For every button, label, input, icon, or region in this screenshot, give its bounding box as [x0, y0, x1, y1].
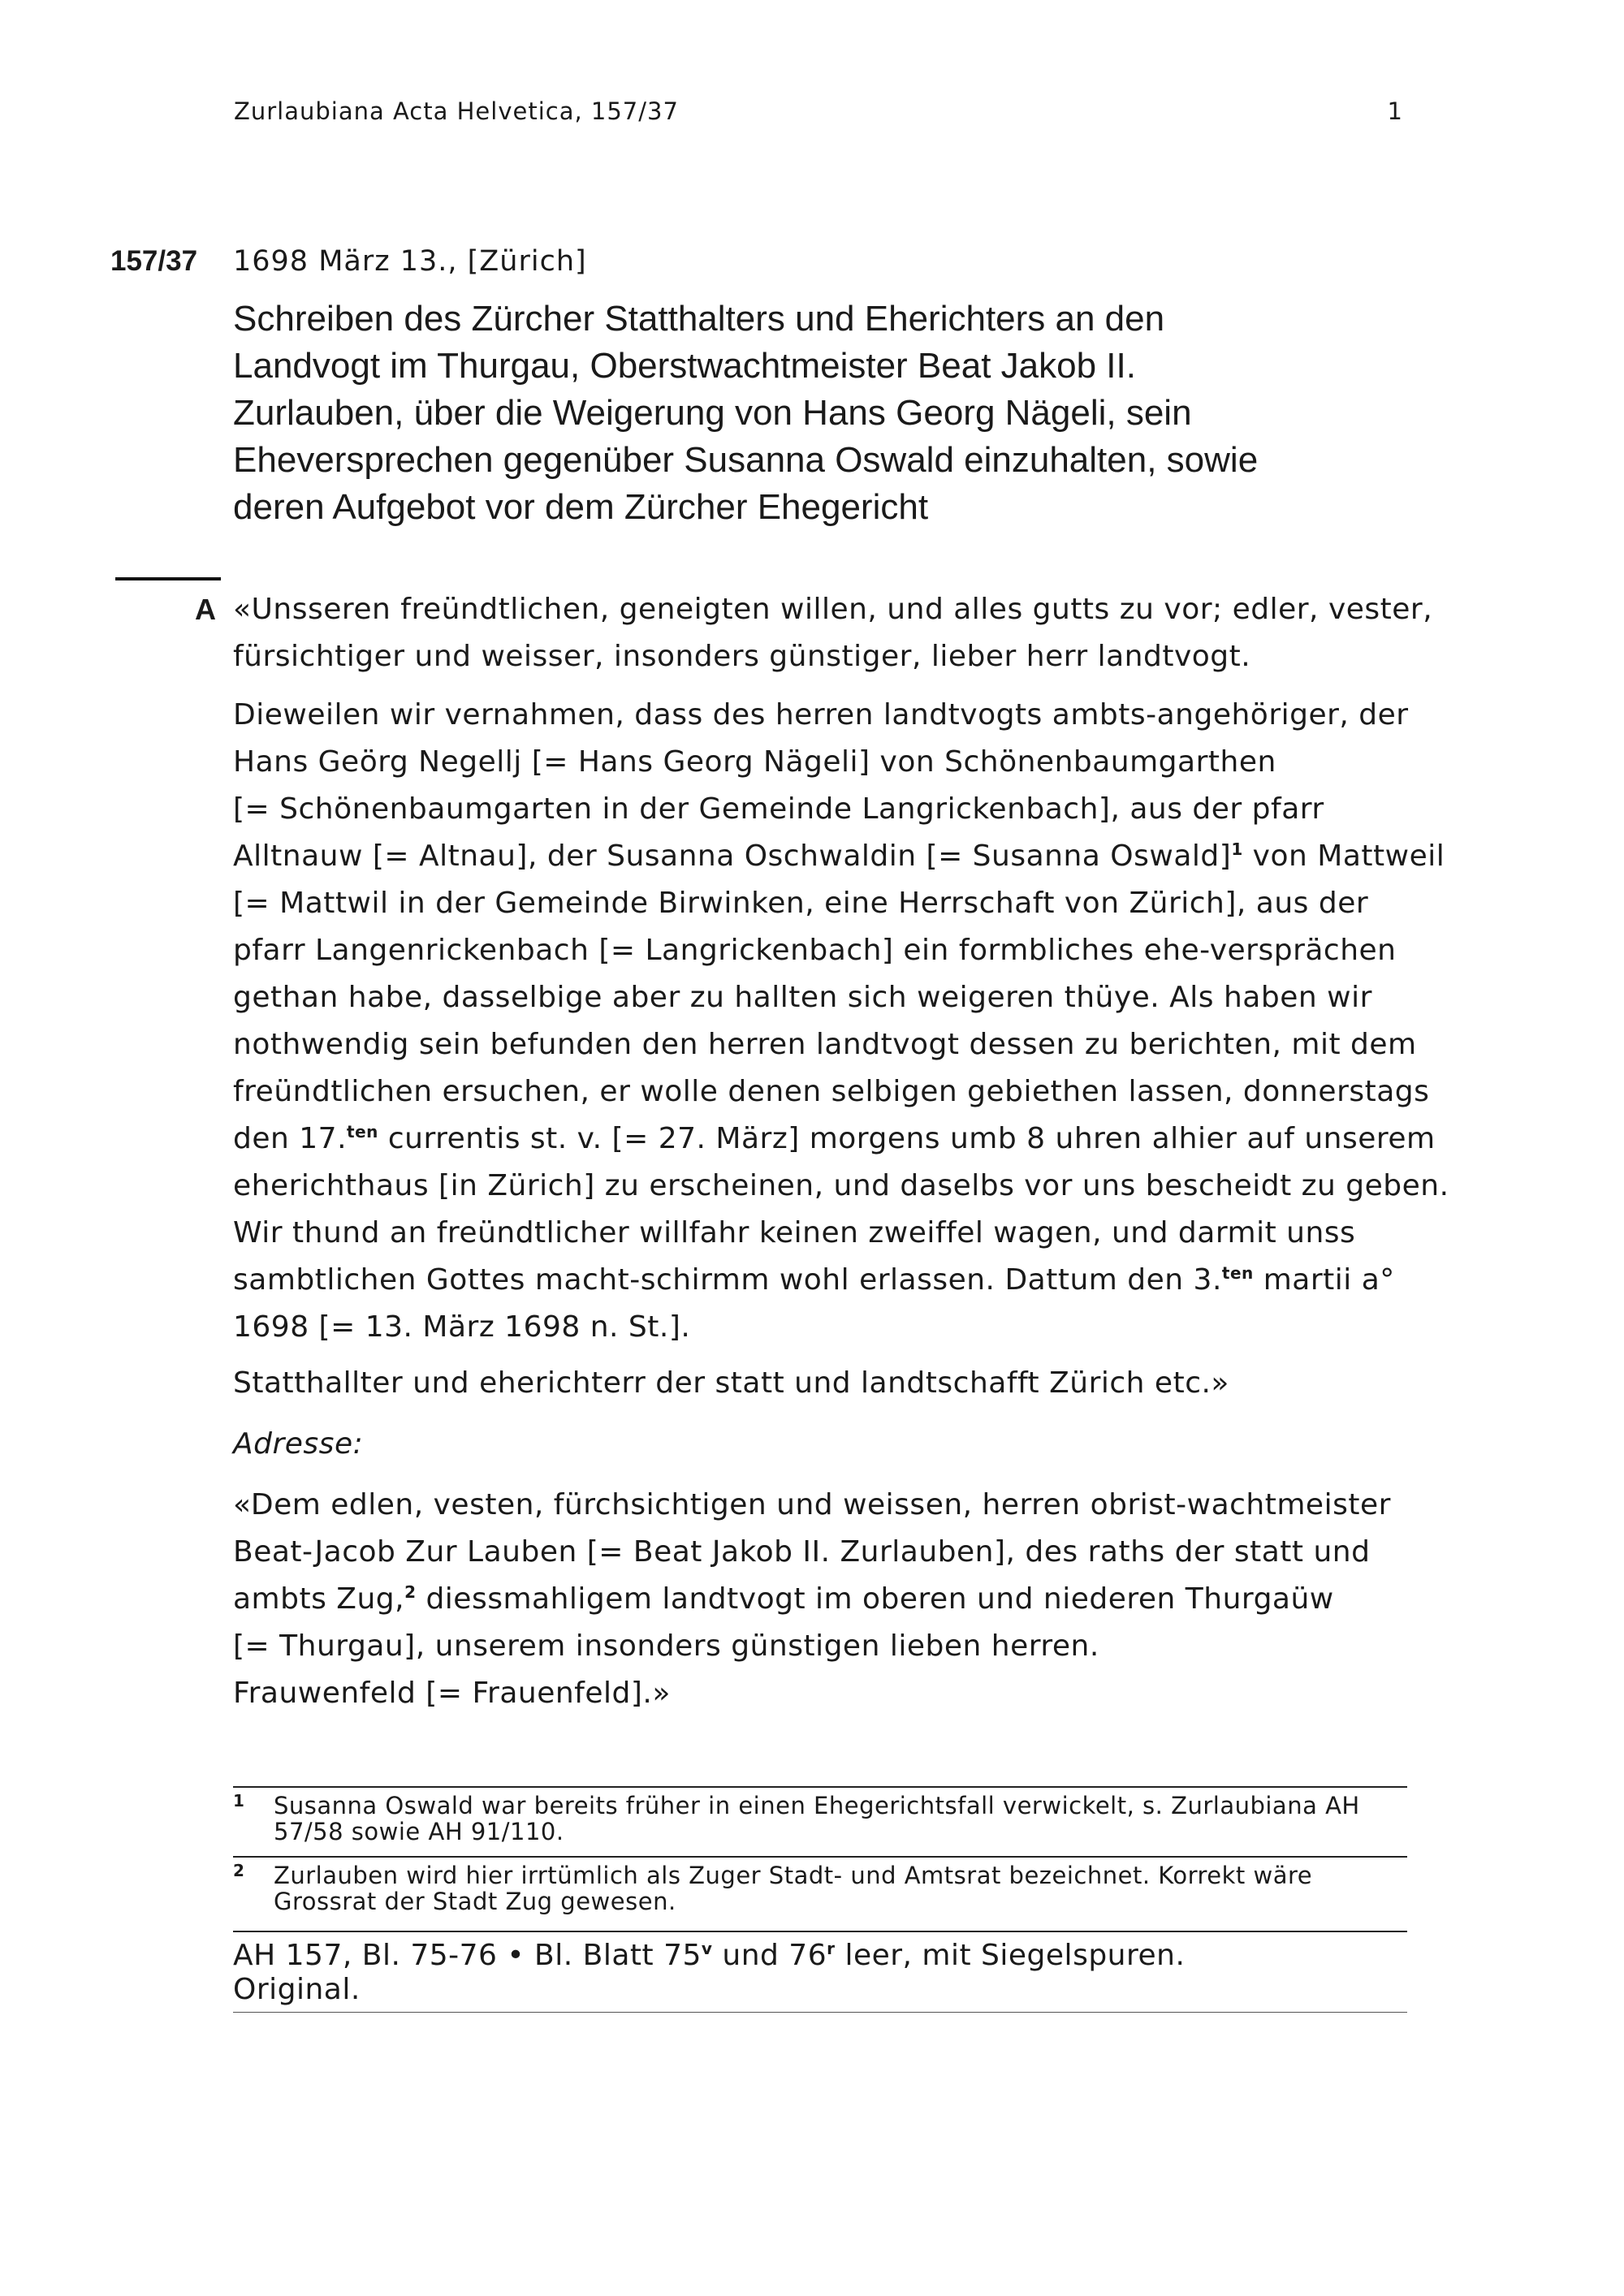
text-line: fürsichtiger und weisser, insonders günstiger, lieber herr landtvogt. — [233, 640, 1251, 673]
text-line: 1698 [= 13. März 1698 n. St.]. — [233, 1310, 691, 1344]
running-header — [234, 97, 1403, 130]
text-line: Frauwenfeld [= Frauenfeld].» — [233, 1677, 671, 1710]
text-line: nothwendig sein befunden den herren landtvogt dessen zu berichten, mit dem — [233, 1028, 1417, 1061]
title-line: Zurlauben, über die Weigerung von Hans Georg Nägeli, sein — [233, 393, 1192, 433]
footnote-mark: 2 — [233, 1861, 244, 1880]
document-title — [233, 296, 1370, 531]
source-bottom-divider — [233, 2012, 1407, 2013]
footnote-divider — [233, 1856, 1407, 1858]
text-line: «Unsseren freündtlichen, geneigten willen, und alles gutts zu vor; edler, vester, — [233, 593, 1433, 626]
source-line — [233, 1939, 1185, 1973]
text-segment: und 76 — [712, 1939, 827, 1972]
footnote-divider — [233, 1786, 1407, 1788]
text-line: freündtlichen ersuchen, er wolle denen selbigen gebiethen lassen, donnerstags — [233, 1075, 1430, 1108]
text-line: Beat-Jacob Zur Lauben [= Beat Jakob II. Zurlauben], des raths der statt und — [233, 1535, 1371, 1569]
superscript-ten: ten — [1221, 1263, 1254, 1283]
text-segment: Alltnauw [= Altnau], der Susanna Oschwaldin [= Susanna Oswald] — [233, 839, 1232, 873]
text-line: gethan habe, dasselbige aber zu hallten sich weigeren thüye. Als haben wir — [233, 981, 1372, 1014]
source-line: Original. — [233, 1973, 361, 2006]
text-line — [233, 1257, 1419, 1304]
text-line: eherichthaus [in Zürich] zu erscheinen, und daselbs vor uns bescheidt zu geben. — [233, 1169, 1449, 1202]
address-paragraph — [233, 1482, 1419, 1717]
document-date: 1698 März 13., [Zürich] — [233, 245, 587, 278]
text-segment: den 17. — [233, 1122, 348, 1155]
text-line: pfarr Langenrickenbach [= Langrickenbach] ein formbliches ehe-versprächen — [233, 934, 1397, 967]
footnote-reference-2[interactable]: 2 — [404, 1582, 417, 1602]
text-line: [= Mattwil in der Gemeinde Birwinken, eine Herrschaft von Zürich], aus der — [233, 887, 1369, 920]
text-segment: AH 157, Bl. 75-76 • Bl. Blatt 75 — [233, 1939, 702, 1972]
footnote-mark: 1 — [233, 1791, 244, 1810]
text-segment: sambtlichen Gottes macht-schirmm wohl erlassen. Dattum den 3. — [233, 1263, 1222, 1297]
text-segment: von Mattweil — [1242, 839, 1445, 873]
title-line: Schreiben des Zürcher Statthalters und Eherichters an den — [233, 299, 1165, 339]
text-line: [= Schönenbaumgarten in der Gemeinde Langrickenbach], aus der pfarr — [233, 792, 1324, 826]
title-line: deren Aufgebot vor dem Zürcher Ehegericht — [233, 487, 929, 527]
text-line: [= Thurgau], unserem insonders günstigen lieben herren. — [233, 1629, 1099, 1663]
text-segment: martii a° — [1253, 1263, 1395, 1297]
text-line: Dieweilen wir vernahmen, dass des herren landtvogts ambts-angehöriger, der — [233, 698, 1409, 732]
version-label: A — [195, 593, 216, 626]
running-header-title: Zurlaubiana Acta Helvetica, 157/37 — [234, 97, 679, 125]
title-line: Landvogt im Thurgau, Oberstwachtmeister Beat Jakob II. — [233, 346, 1136, 386]
text-line: «Dem edlen, vesten, fürchsichtigen und weissen, herren obrist-wachtmeister — [233, 1488, 1391, 1521]
superscript-verso: v — [701, 1939, 713, 1958]
text-line — [233, 1116, 1436, 1163]
text-line — [233, 833, 1445, 880]
footnote-reference-1[interactable]: 1 — [1231, 839, 1243, 859]
body-paragraph — [233, 692, 1449, 1351]
superscript-ten: ten — [347, 1122, 378, 1142]
text-segment: leer, mit Siegelspuren. — [835, 1939, 1186, 1972]
document-number: 157/37 — [110, 245, 198, 277]
page-number: 1 — [1387, 97, 1403, 125]
text-line: Hans Geörg Negellj [= Hans Georg Nägeli] von Schönenbaumgarthen — [233, 745, 1276, 779]
footnote-text: Zurlauben wird hier irrtümlich als Zuger Stadt- und Amtsrat bezeichnet. Korrekt wäre Grossrat der Stadt Zug gewesen. — [274, 1862, 1313, 1915]
address-label: Adresse: — [233, 1427, 364, 1461]
text-segment: ambts Zug, — [233, 1582, 405, 1616]
salutation-paragraph — [233, 586, 1433, 680]
title-line: Eheversprechen gegenüber Susanna Oswald einzuhalten, sowie — [233, 440, 1259, 480]
source-note — [233, 1939, 1185, 2007]
text-segment: diessmahligem landtvogt im oberen und niederen Thurgaüw — [416, 1582, 1334, 1616]
title-divider — [115, 577, 221, 580]
text-segment: currentis st. v. [= 27. März] morgens umb 8 uhren alhier auf unserem — [378, 1122, 1436, 1155]
source-divider — [233, 1931, 1407, 1932]
superscript-recto: r — [827, 1939, 836, 1958]
footnote-text: Susanna Oswald war bereits früher in einen Ehegerichtsfall verwickelt, s. Zurlaubiana AH 57/58 sowie AH 91/110. — [274, 1792, 1360, 1845]
text-line — [233, 1576, 1419, 1623]
text-line: Wir thund an freündtlicher willfahr keinen zweiffel wagen, und darmit unss — [233, 1216, 1356, 1249]
signature-paragraph: Statthallter und eherichterr der statt und landtschafft Zürich etc.» — [233, 1366, 1229, 1400]
